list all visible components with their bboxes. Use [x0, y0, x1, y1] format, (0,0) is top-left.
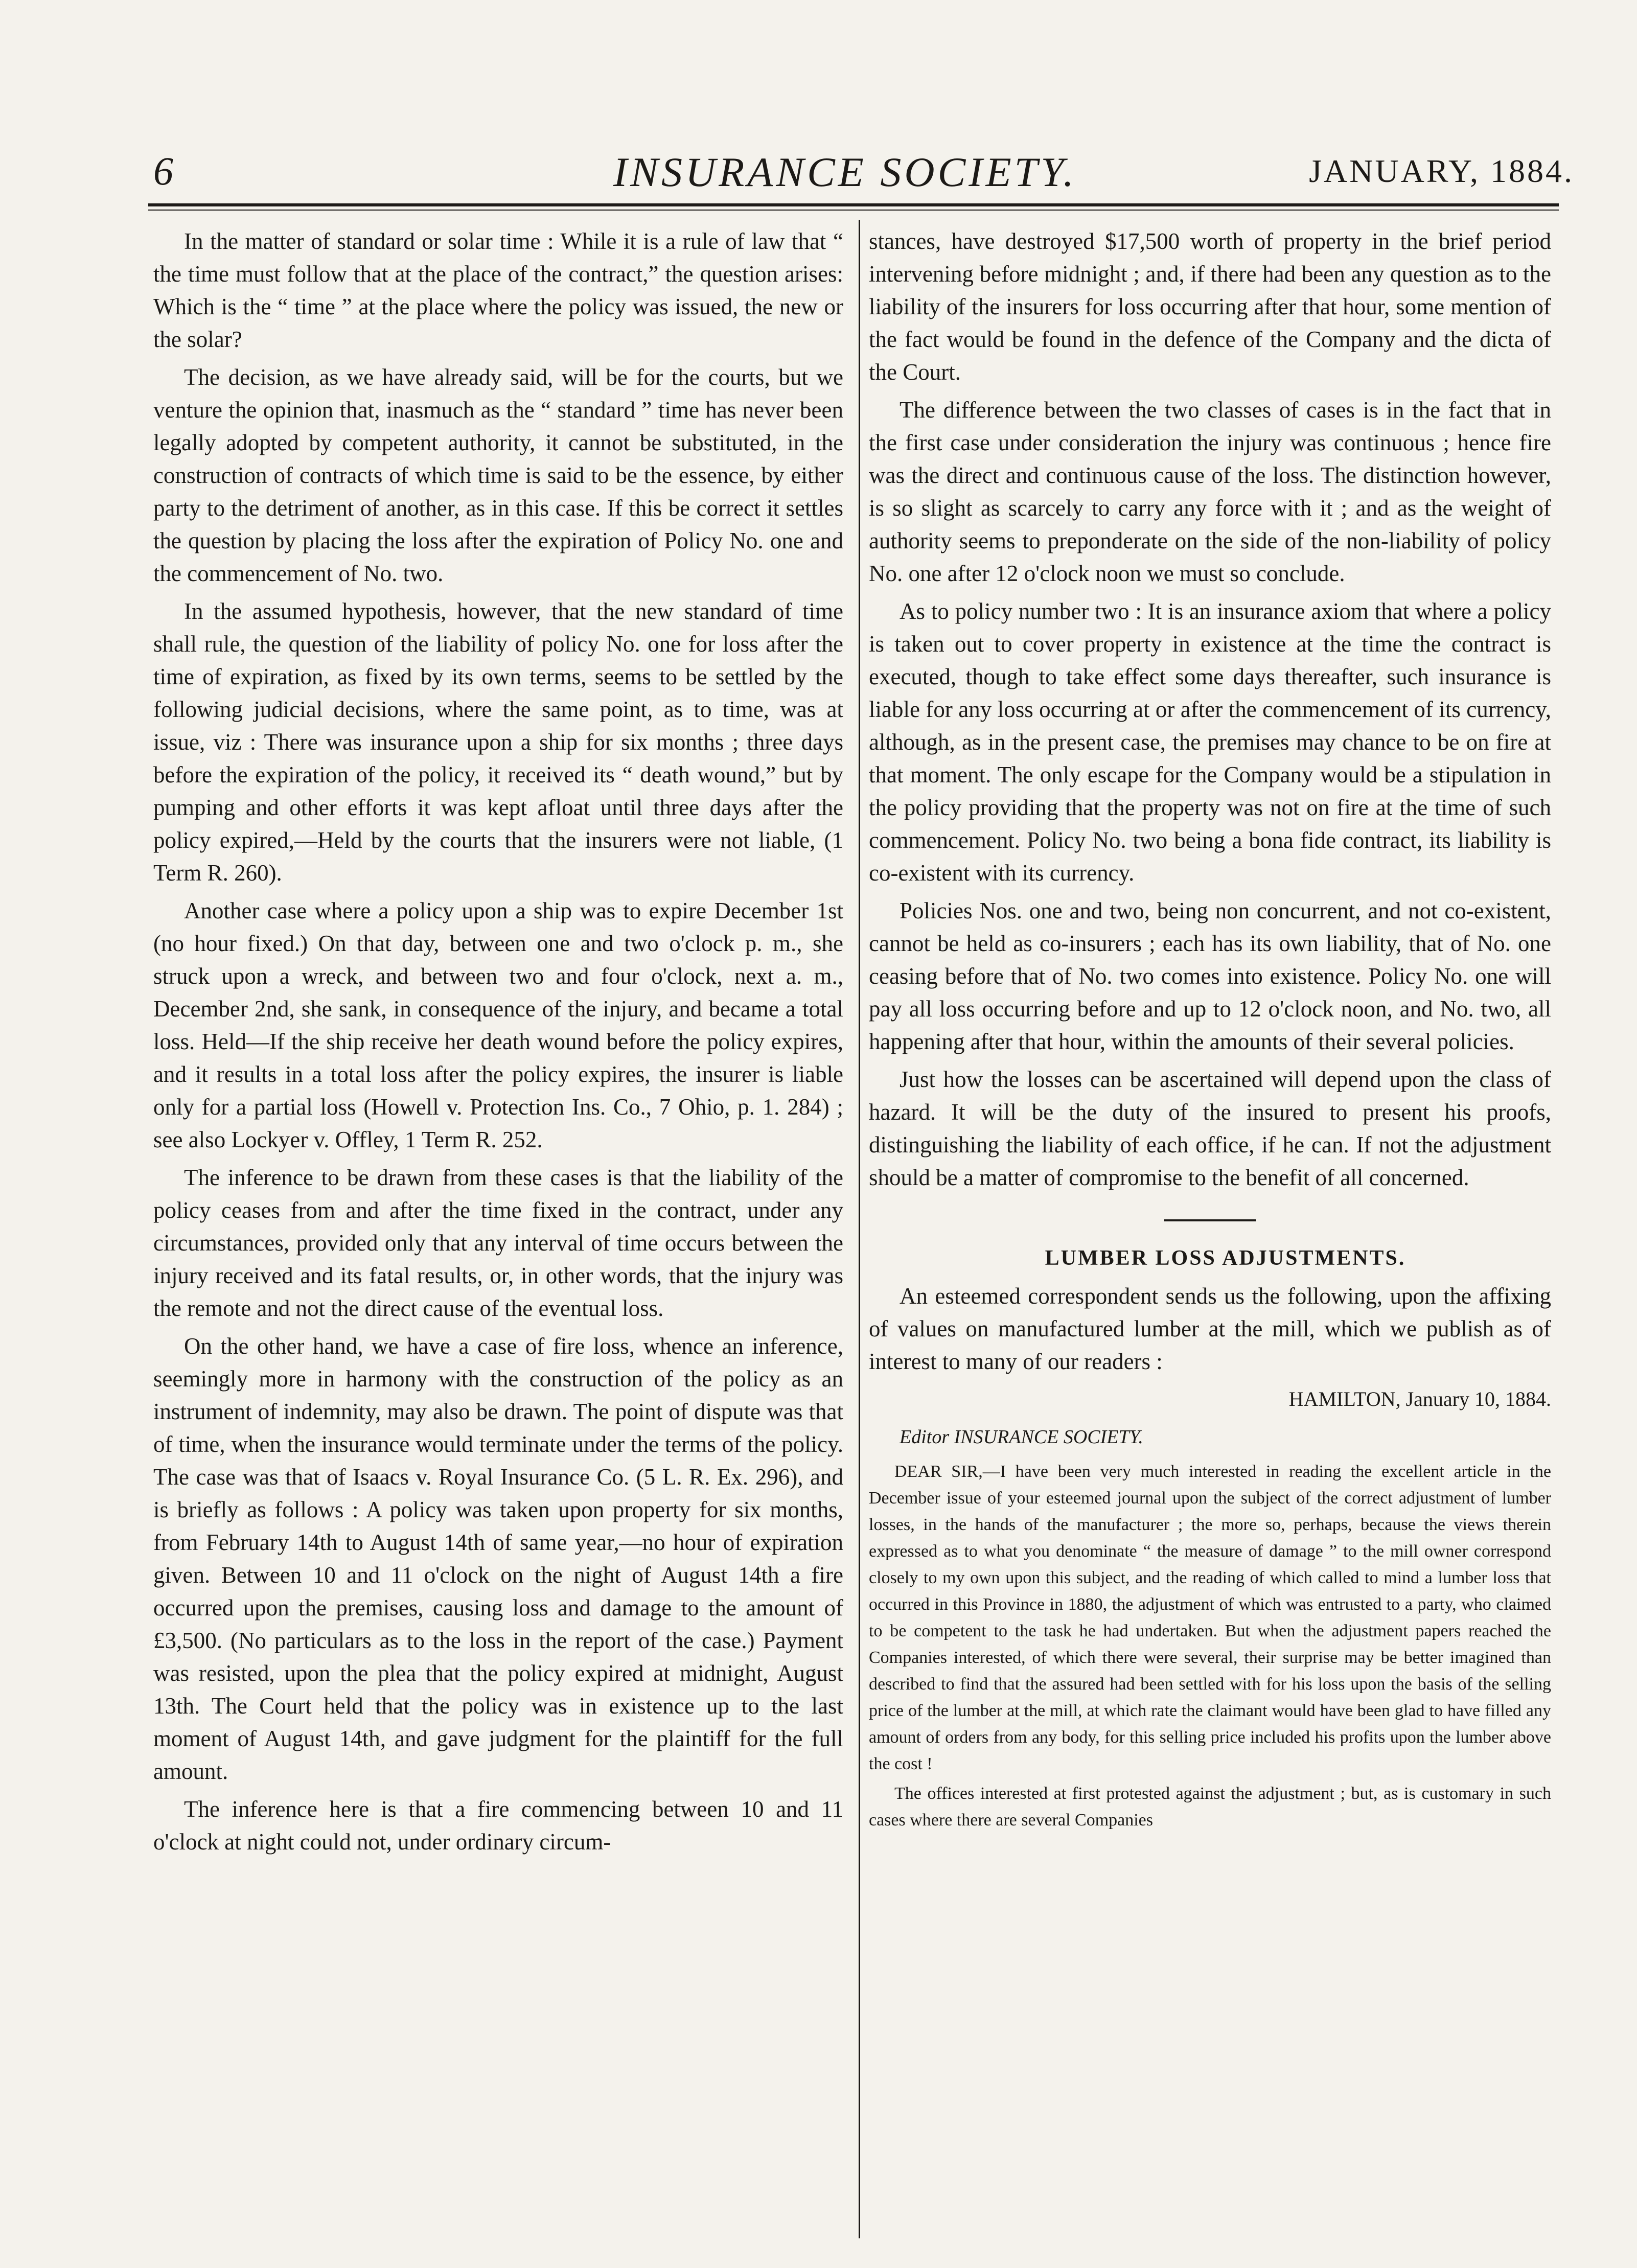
header-rule — [148, 203, 1559, 206]
header-rule-thin — [148, 210, 1559, 211]
paragraph: In the matter of standard or solar time : While it is a rule of law that “ the time must follow that at the place of the contract,” the question arises: Which is the “ time ” at the place where the policy was issued, the new or the solar? — [153, 228, 843, 352]
paragraph: The decision, as we have already said, will be for the courts, but we venture the opinion that, inasmuch as the “ standard ” time has never been legally adopted by competent authority, it cannot be substituted, in the construction of contracts of which time is said to be the essence, by either party to the detriment of another, as in this case. If this be correct it settles the question by placing the loss after the expiration of Policy No. one and the commencement of No. two. — [153, 364, 843, 586]
article-intro: An esteemed correspondent sends us the following, upon the affixing of values on manufactured lumber at the mill, which we publish as of interest to many of our readers : — [869, 1283, 1551, 1374]
column-divider — [859, 220, 860, 2238]
page-header — [153, 148, 1574, 204]
section-divider — [1164, 1219, 1256, 1221]
paragraph: Policies Nos. one and two, being non concurrent, and not co-existent, cannot be held as co-insurers ; each has its own liability, that of No. one ceasing before that of No. two comes into existence. Policy No. one will pay all loss occurring before and up to 12 o'clock noon, and No. two, all happening after that hour, within the amounts of their several policies. — [869, 898, 1551, 1054]
paragraph: In the assumed hypothesis, however, that the new standard of time shall rule, the question of the liability of policy No. one for loss after the time of expiration, as fixed by its own terms, seems to be settled by the following judicial decisions, where the same point, as to time, was at issue, viz : There was insurance upon a ship for six months ; three days before the expiration of the policy, it received its “ death wound,” but by pumping and other efforts it was kept afloat until three days after the policy expired,—Held by the courts that the insurers were not liable, (1 Term R. 260). — [153, 598, 843, 886]
letter-paragraph: DEAR SIR,—I have been very much interested in reading the excellent article in the December issue of your esteemed journal upon the subject of the correct adjustment of lumber losses, in the hands of the manufacturer ; the more so, perhaps, because the views therein expressed as to what you denominate “ the measure of damage ” to the mill owner correspond closely to my own upon this subject, and the reading of which called to mind a lumber loss that occurred in this Province in 1880, the adjustment of which was entrusted to a party, who claimed to be competent to the task he had undertaken. But when the adjustment papers reached the Companies interested, of which there were several, their surprise may be better imagined than described to find that the assured had been settled with for his loss upon the basis of the selling price of the lumber at the mill, at which rate the claimant would have been glad to have filled any amount of orders from any body, for this selling price included his profits upon the lumber above the cost ! — [869, 1462, 1551, 1773]
page-number: 6 — [153, 149, 173, 193]
letter-body — [869, 1459, 1551, 1834]
letter-paragraph: The offices interested at first protested against the adjustment ; but, as is customary in such cases where there are several Companies — [869, 1784, 1551, 1830]
letter-addressee: Editor INSURANCE SOCIETY. — [900, 1426, 1143, 1448]
paragraph: On the other hand, we have a case of fire loss, whence an inference, seemingly more in harmony with the construction of the policy as an instrument of indemnity, may also be drawn. The point of dispute was that of time, when the insurance would terminate under the terms of the policy. The case was that of Isaacs v. Royal Insurance Co. (5 L. R. Ex. 296), and is briefly as follows : A policy was taken upon property for six months, from February 14th to August 14th of same year,—no hour of expiration given. Between 10 and 11 o'clock on the night of August 14th a fire occurred upon the premises, causing loss and damage to the amount of £3,500. (No particulars as to the loss in the report of the case.) Payment was resisted, upon the plea that the policy expired at midnight, August 13th. The Court held that the policy was in existence up to the last moment of August 14th, and gave judgment for the plaintiff for the full amount. — [153, 1333, 843, 1784]
masthead-title: INSURANCE SOCIETY. — [613, 149, 1077, 195]
right-column — [869, 225, 1551, 1837]
paragraph: Another case where a policy upon a ship was to expire December 1st (no hour fixed.) On that day, between one and two o'clock p. m., she struck upon a wreck, and between two and four o'clock, next a. m., December 2nd, she sank, in consequence of the injury, and became a total loss. Held—If the ship receive her death wound before the policy expires, and it results in a total loss after the policy expires, the insurer is liable only for a partial loss (Howell v. Protection Ins. Co., 7 Ohio, p. 1. 284) ; see also Lockyer v. Offley, 1 Term R. 252. — [153, 898, 843, 1152]
section-title: LUMBER LOSS ADJUSTMENTS. — [1045, 1246, 1406, 1270]
paragraph: Just how the losses can be ascertained will depend upon the class of hazard. It will be the duty of the insured to present his proofs, distinguishing the liability of each office, if he can. If not the adjustment should be a matter of compromise to the benefit of all concerned. — [869, 1067, 1551, 1190]
paragraph: As to policy number two : It is an insurance axiom that where a policy is taken out to cover property in existence at the time the contract is executed, though to take effect some days thereafter, such insurance is liable for any loss occurring at or after the commencement of its currency, although, as in the present case, the premises may chance to be on fire at that moment. The only escape for the Company would be a stipulation in the policy providing that the property was not on fire at the time of such commencement. Policy No. two being a bona fide contract, its liability is co-existent with its currency. — [869, 598, 1551, 886]
paragraph: The inference to be drawn from these cases is that the liability of the policy ceases from and after the time fixed in the contract, under any circumstances, provided only that any interval of time occurs between the injury received and its fatal results, or, in other words, that the injury was the remote and not the direct cause of the eventual loss. — [153, 1165, 843, 1321]
paragraph: The inference here is that a fire commencing between 10 and 11 o'clock at night could not, under ordinary circum- — [153, 1796, 843, 1855]
paragraph: stances, have destroyed $17,500 worth of property in the brief period intervening before midnight ; and, if there had been any question as to the liability of the insurers for loss occurring after that hour, some mention of the fact would be found in the defence of the Company and the dicta of the Court. — [869, 228, 1551, 385]
paragraph: The difference between the two classes of cases is in the fact that in the first case under consideration the injury was continuous ; hence fire was the direct and continuous cause of the loss. The distinction however, is so slight as scarcely to carry any force with it ; and as the weight of authority seems to preponderate on the side of the non-liability of policy No. one after 12 o'clock noon we must so conclude. — [869, 397, 1551, 586]
left-column — [153, 225, 843, 1863]
issue-date: JANUARY, 1884. — [1309, 153, 1574, 189]
letter-dateline: HAMILTON, January 10, 1884. — [1288, 1387, 1551, 1410]
